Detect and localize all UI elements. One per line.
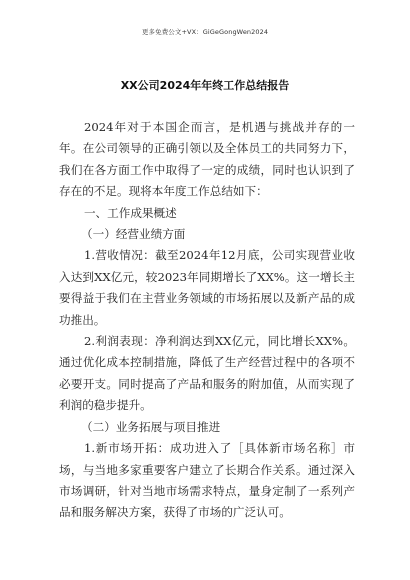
header-note: 更多免费公文+VX：GiGeGongWen2024 <box>141 28 269 36</box>
document-title: XX公司2024年年终工作总结报告 <box>120 79 290 92</box>
intro-paragraph: 2024年对于本国企而言，是机遇与挑战并存的一年。在公司领导的正确引领以及全体员工的共同努力下，我们在各方面工作中取得了一定的成绩，同时也认识到了存在的不足。现将本年度工作总结如下： <box>59 120 355 199</box>
section-heading-work-results: 一、工作成果概述 <box>83 205 177 220</box>
profit-paragraph: 2.利润表现：净利润达到XX亿元，同比增长XX%。通过优化成本控制措施，降低了生产经营过程中的各项不必要开支。同时提高了产品和服务的附加值，从而实现了利润的稳步提升。 <box>59 334 355 413</box>
subsection-heading-business-expansion: （二）业务拓展与项目推进 <box>81 419 221 434</box>
document-body <box>59 117 355 524</box>
revenue-paragraph: 1.营收情况：截至2024年12月底，公司实现营业收入达到XX亿元，较2023年同期增长了XX%。这一增长主要得益于我们在主营业务领域的市场拓展以及新产品的成功推出。 <box>59 248 355 327</box>
subsection-heading-business-performance: （一）经营业绩方面 <box>81 227 186 242</box>
new-market-paragraph: 1.新市场开拓：成功进入了［具体新市场名称］市场，与当地多家重要客户建立了长期合作关系。通过深入市场调研，针对当地市场需求特点，量身定制了一系列产品和服务解决方案，获得了市场的广泛认可。 <box>59 441 355 520</box>
